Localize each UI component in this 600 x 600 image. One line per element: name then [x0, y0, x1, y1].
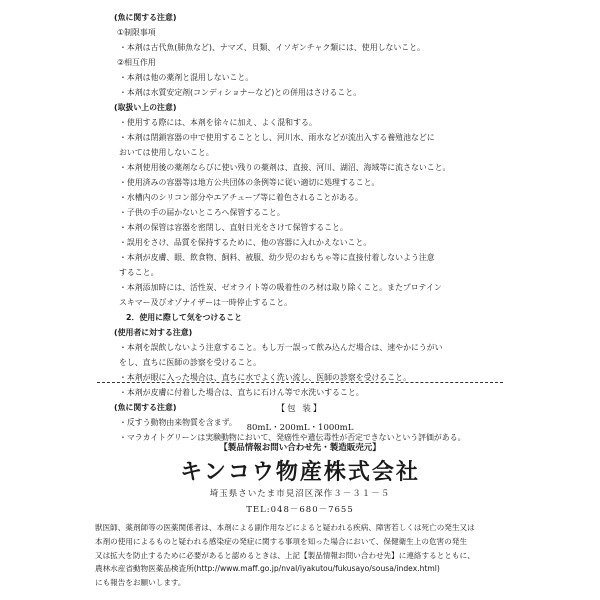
adverse-report-notice [95, 521, 505, 590]
fish-item: ・反すう動物由来物質を含まず。 [119, 418, 237, 427]
notice-line: 又は拡大を防止するために必要があると認めるときは、上記【製品情報お問い合わせ先】に連絡するとともに、 [95, 550, 475, 560]
handling-item: ・本剤は閉鎖容器の中で使用することとし、河川水、雨水などが流出入する養殖池などに [119, 133, 435, 142]
user-item: ・本剤を誤飲しないよう注意すること。もし万一誤って飲み込んだ場合は、速やかにうがい [119, 343, 443, 352]
handling-item: すること。 [119, 268, 159, 277]
notice-line: 農林水産省動物医薬品検査所(http://www.maff.go.jp/nval/iyakutou/fukusayo/sousa/index.html) [95, 564, 440, 574]
package-title: 【包 装】 [276, 404, 324, 414]
interactions-item: ・本剤は水質安定剤(コンディショナーなど)との併用はさけること。 [119, 88, 362, 97]
handling-item: ・本剤が皮膚、眼、飲食物、飼料、被服、幼少児のおもちゃ等に直接付着しないよう注意 [119, 253, 435, 262]
handling-item: おいては使用しないこと。 [119, 148, 214, 157]
handling-item: ・本剤使用後の薬剤ならびに使い残りの薬剤は、直接、河川、湖沼、海域等に流さないこと。 [119, 163, 451, 172]
handling-item: ・本剤添加時には、活性炭、ゼオライト等の吸着性のろ材は取り除くこと。またプロテイン [119, 283, 442, 292]
dashed-divider [97, 382, 503, 383]
restrictions-item: ・本剤は古代魚(肺魚など)、ナマズ、貝類、イソギンチャク類には、使用しないこと。 [119, 43, 425, 52]
fish-item: ・マラカイトグリーンは実験動物において、発癌性や遺伝毒性が否定できないという評価がある。 [119, 433, 466, 442]
handling-item: ・誤用をさけ、品質を保持するために、他の容器に入れかえないこと。 [119, 238, 372, 247]
precautions-section [112, 10, 512, 445]
fish-notes-heading: (魚に関する注意) [114, 13, 177, 22]
notice-line: にも報告をお願いします。 [95, 578, 186, 588]
handling-item: スキマー及びオゾナイザーは一時停止すること。 [119, 298, 293, 307]
usage-caution-heading: 2．使用に際して気をつけること [126, 313, 242, 322]
company-address: 埼玉県さいたま市見沼区深作３－３１－５ [209, 489, 391, 499]
interactions-title: ②相互作用 [117, 58, 156, 67]
interactions-item: ・本剤は他の薬剤と混用しないこと。 [119, 73, 254, 82]
contact-heading: 【製品情報お問い合わせ先・製造販売元】 [219, 443, 381, 453]
notice-line: 本剤の使用によるものと疑われる感染症の発症に関する事項を知った場合において、保健衛生上の危害の発生 [95, 536, 467, 546]
handling-item: ・使用する際には、本剤を徐々に加え、よく混和する。 [119, 118, 317, 127]
handling-notes-heading: (取扱い上の注意) [114, 103, 177, 112]
user-item: ・本剤が皮膚に付着した場合は、直ちに石けん等で水洗いすること。 [119, 388, 364, 397]
package-sizes: 80mL・200mL・1000mL [246, 423, 354, 433]
notice-line: 獣医師、薬剤師等の医薬関係者は、本剤による副作用などによると疑われる疾病、障害若しくは死亡の発生又は [95, 523, 475, 532]
handling-item: ・本剤の保管は容器を密閉し、直射日光をさけて保管すること。 [119, 223, 348, 232]
user-notes-heading: (使用者に対する注意) [114, 328, 193, 337]
handling-item: ・水槽内のシリコン部分やエアチューブ等に着色されることがある。 [119, 193, 363, 202]
user-item: をし、直ちに医師の診察を受けること。 [119, 358, 262, 367]
handling-item: ・使用済みの容器等は地方公共団体の条例等に従い適切に処理すること。 [119, 178, 380, 187]
user-item: ・本剤が眼に入った場合は、直ちに水でよく洗い流し、医師の診察を受けること。 [119, 373, 411, 382]
company-tel: TEL:048－680－7655 [246, 505, 354, 515]
company-name: キンコウ物産株式会社 [180, 459, 420, 485]
handling-item: ・子供の手の届かないところへ保管すること。 [119, 208, 285, 217]
restrictions-title: ①制限事項 [117, 28, 156, 37]
fish-notes-heading-2: (魚に関する注意) [114, 403, 177, 412]
